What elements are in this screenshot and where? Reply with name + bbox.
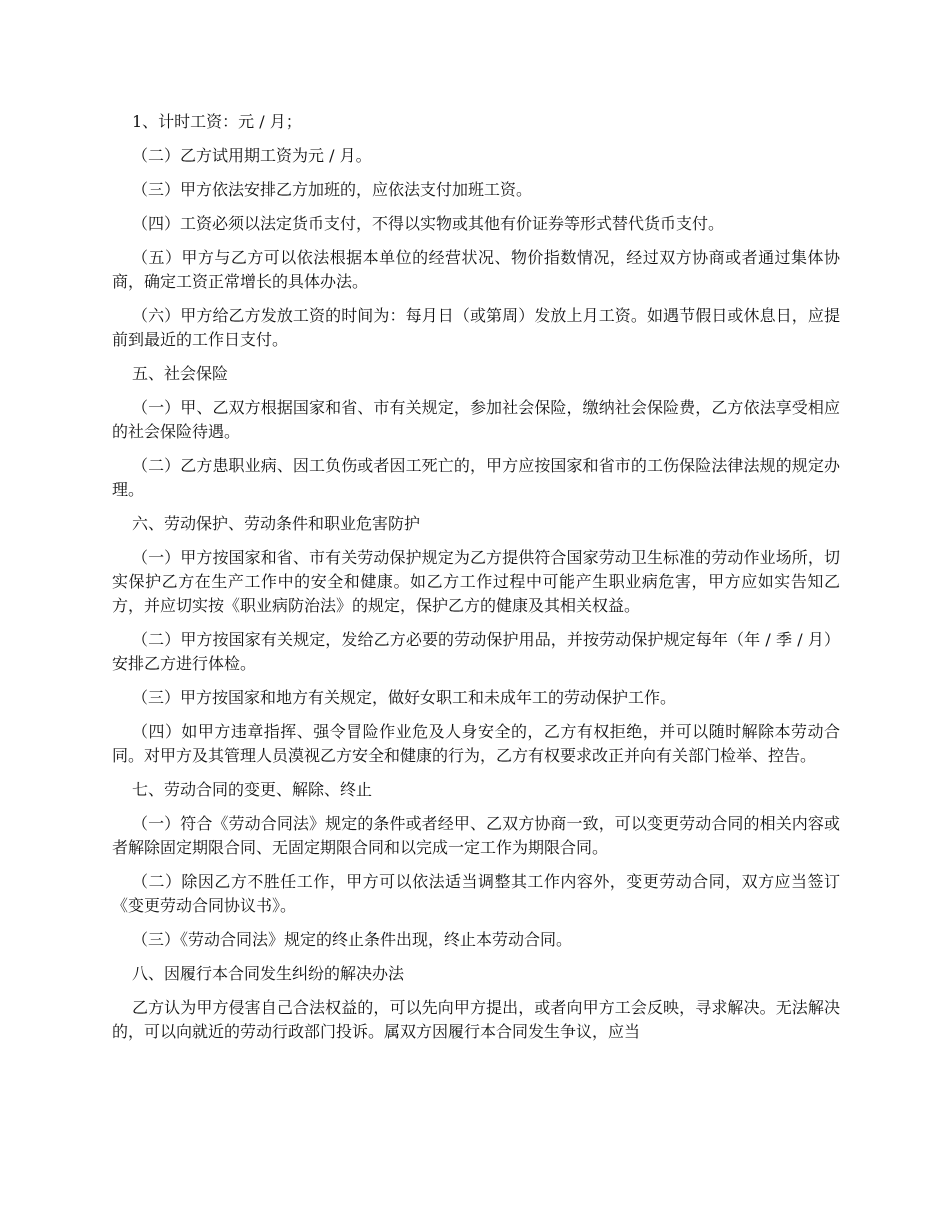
section-heading-5: 五、社会保险	[132, 364, 229, 383]
paragraph-16: 乙方认为甲方侵害自己合法权益的，可以先向甲方提出，或者向甲方工会反映，寻求解决。无法解决的，可以向就近的劳动行政部门投诉。属双方因履行本合同发生争议，应当	[112, 998, 840, 1041]
paragraph-13: （一）符合《劳动合同法》规定的条件或者经甲、乙双方协商一致，可以变更劳动合同的相关内容或者解除固定期限合同、无固定期限合同和以完成一定工作为期限合同。	[112, 814, 840, 857]
paragraph-10: （二）甲方按国家有关规定，发给乙方必要的劳动保护用品，并按劳动保护规定每年（年 / 季 / 月）安排乙方进行体检。	[112, 630, 840, 673]
paragraph-1: 1、计时工资：元 / 月；	[132, 112, 302, 131]
paragraph-8: （二）乙方患职业病、因工负伤或者因工死亡的，甲方应按国家和省市的工伤保险法律法规的规定办理。	[112, 456, 840, 499]
document-page	[112, 110, 840, 1054]
paragraph-7: （一）甲、乙双方根据国家和省、市有关规定，参加社会保险，缴纳社会保险费，乙方依法享受相应的社会保险待遇。	[112, 398, 840, 441]
paragraph-5: （五）甲方与乙方可以依法根据本单位的经营状况、物价指数情况，经过双方协商或者通过集体协商，确定工资正常增长的具体办法。	[112, 248, 840, 291]
paragraph-3: （三）甲方依法安排乙方加班的，应依法支付加班工资。	[132, 180, 533, 199]
paragraph-11: （三）甲方按国家和地方有关规定，做好女职工和未成年工的劳动保护工作。	[132, 688, 677, 707]
paragraph-2: （二）乙方试用期工资为元 / 月。	[132, 146, 372, 165]
paragraph-6: （六）甲方给乙方发放工资的时间为：每月日（或第周）发放上月工资。如遇节假日或休息日，应提前到最近的工作日支付。	[112, 306, 840, 349]
paragraph-14: （二）除因乙方不胜任工作，甲方可以依法适当调整其工作内容外，变更劳动合同，双方应当签订《变更劳动合同协议书》。	[112, 872, 840, 915]
paragraph-4: （四）工资必须以法定货币支付，不得以实物或其他有价证券等形式替代货币支付。	[132, 214, 725, 233]
paragraph-12: （四）如甲方违章指挥、强令冒险作业危及人身安全的，乙方有权拒绝，并可以随时解除本劳动合同。对甲方及其管理人员漠视乙方安全和健康的行为，乙方有权要求改正并向有关部门检举、控告。	[112, 722, 840, 765]
paragraph-9: （一）甲方按国家和省、市有关劳动保护规定为乙方提供符合国家劳动卫生标准的劳动作业场所，切实保护乙方在生产工作中的安全和健康。如乙方工作过程中可能产生职业病危害，甲方应如实告知乙方，并应切实按《职业病防治法》的规定，保护乙方的健康及其相关权益。	[112, 548, 840, 615]
section-heading-7: 七、劳动合同的变更、解除、终止	[132, 780, 373, 799]
paragraph-15: （三）《劳动合同法》规定的终止条件出现，终止本劳动合同。	[132, 930, 573, 949]
section-heading-6: 六、劳动保护、劳动条件和职业危害防护	[132, 514, 421, 533]
section-heading-8: 八、因履行本合同发生纠纷的解决办法	[132, 964, 405, 983]
